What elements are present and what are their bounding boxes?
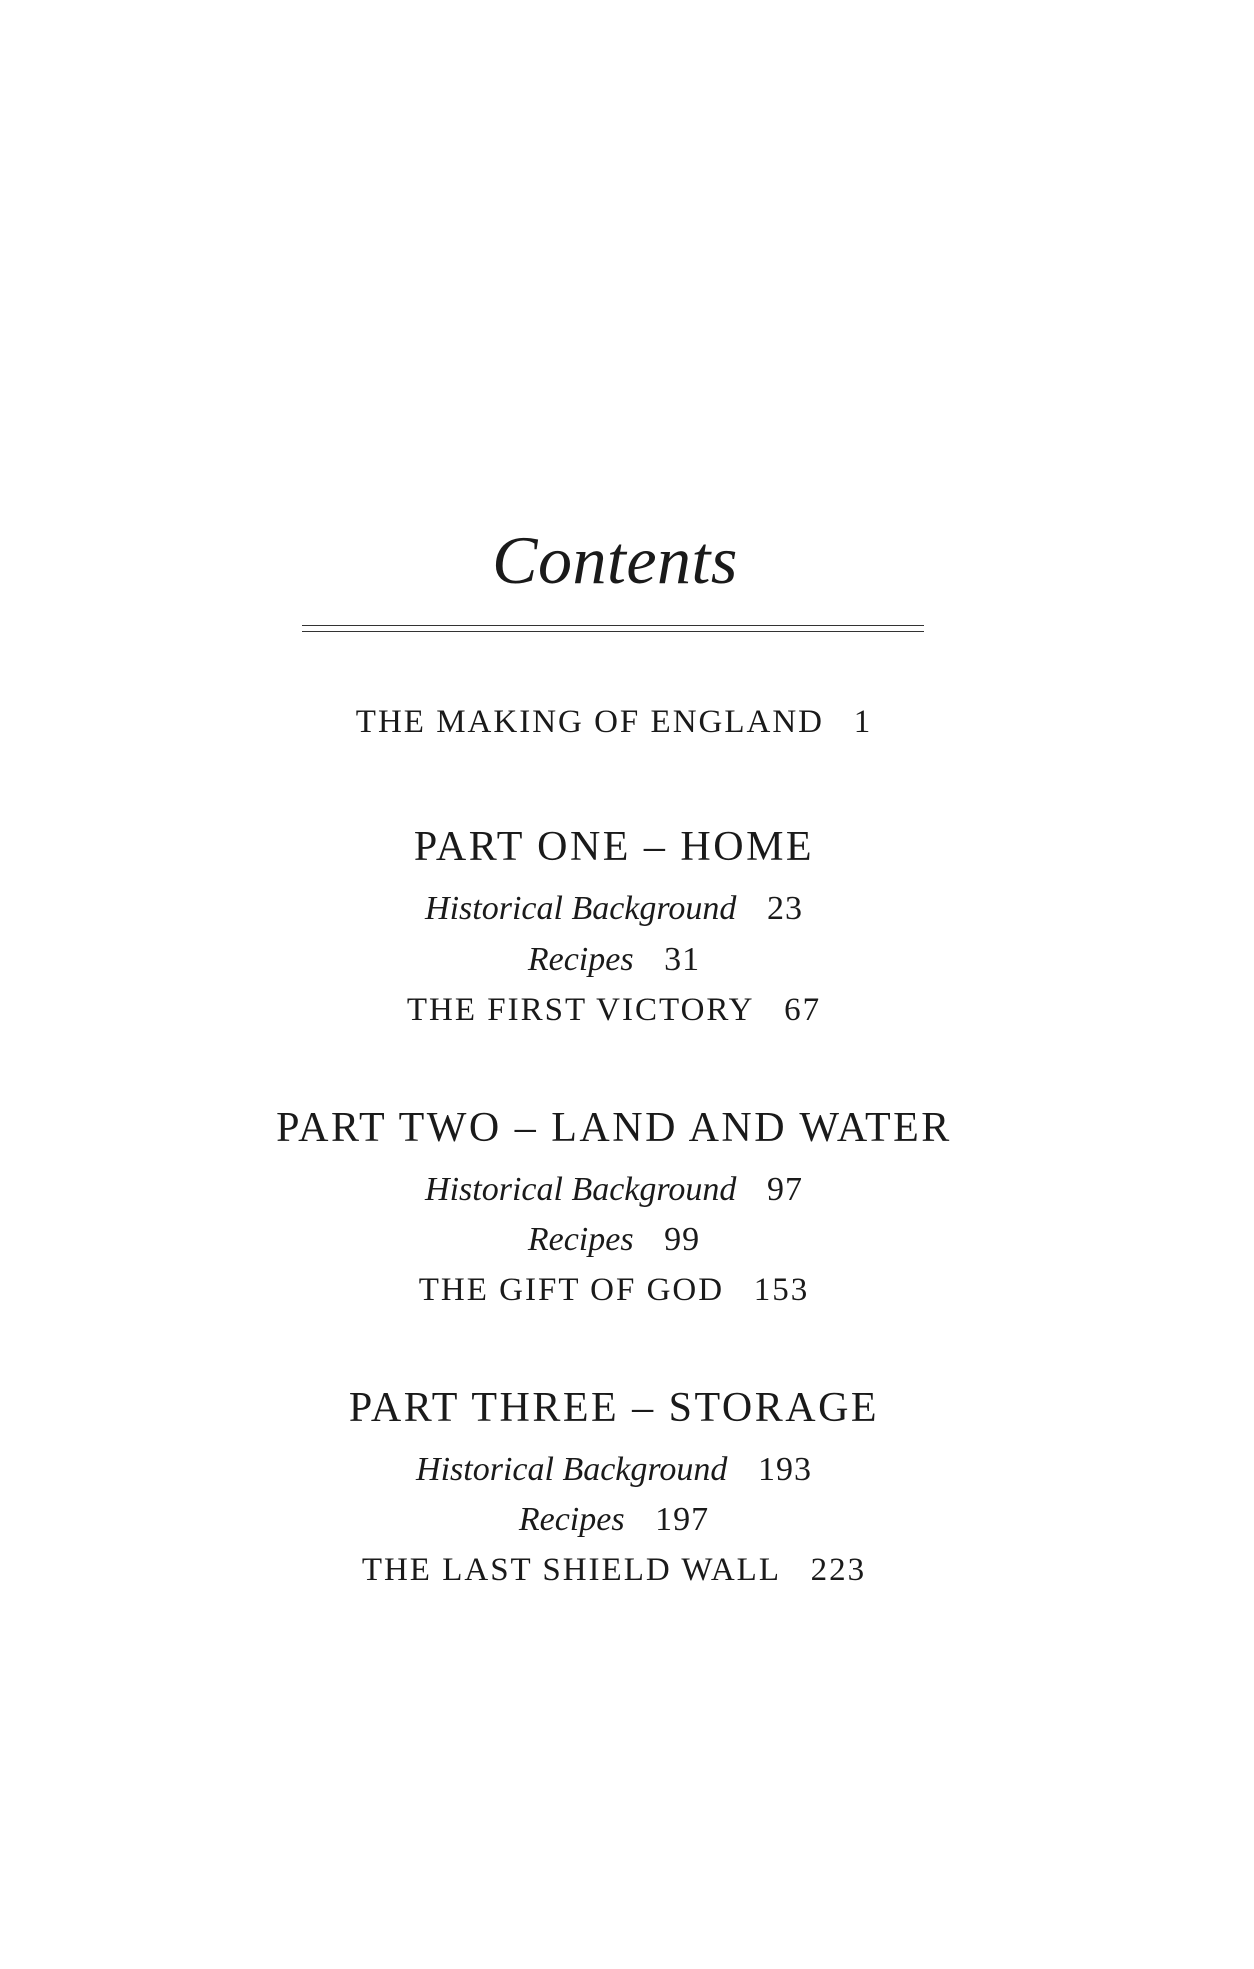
title-double-rule bbox=[302, 625, 924, 635]
toc-entry-label: Historical Background bbox=[416, 1451, 728, 1488]
toc-page-number: 97 bbox=[766, 1171, 803, 1208]
toc-entry-label: THE FIRST VICTORY bbox=[406, 992, 755, 1028]
toc-entry-label: THE MAKING OF ENGLAND bbox=[355, 704, 825, 740]
toc-page-number: 223 bbox=[810, 1552, 867, 1588]
toc-entry-intro[interactable] bbox=[0, 702, 1228, 742]
toc-entry-recipes[interactable] bbox=[0, 940, 1228, 980]
toc-entry-label: Historical Background bbox=[425, 890, 737, 927]
page-title: Contents bbox=[492, 522, 738, 598]
part-heading-three[interactable]: PART THREE – STORAGE bbox=[348, 1385, 880, 1431]
toc-entry-story[interactable] bbox=[0, 1270, 1228, 1310]
toc-page-number: 193 bbox=[757, 1451, 812, 1488]
toc-entry-background[interactable] bbox=[0, 1170, 1228, 1210]
toc-entry-story[interactable] bbox=[0, 990, 1228, 1030]
toc-page-number: 1 bbox=[853, 704, 873, 740]
toc-entry-label: Recipes bbox=[527, 941, 634, 978]
toc-entry-recipes[interactable] bbox=[0, 1500, 1228, 1540]
part-heading-two[interactable]: PART TWO – LAND AND WATER bbox=[276, 1105, 952, 1151]
toc-entry-story[interactable] bbox=[0, 1550, 1228, 1590]
toc-entry-label: Historical Background bbox=[425, 1171, 737, 1208]
toc-entry-label: THE GIFT OF GOD bbox=[418, 1272, 725, 1308]
toc-entry-background[interactable] bbox=[0, 1450, 1228, 1490]
toc-page-number: 99 bbox=[664, 1221, 701, 1258]
toc-page-number: 197 bbox=[655, 1501, 710, 1538]
toc-entry-label: THE LAST SHIELD WALL bbox=[361, 1552, 781, 1588]
toc-entry-label: Recipes bbox=[518, 1501, 625, 1538]
toc-page-number: 67 bbox=[784, 992, 822, 1028]
toc-entry-label: Recipes bbox=[527, 1221, 634, 1258]
toc-page-number: 23 bbox=[766, 890, 803, 927]
toc-page-number: 31 bbox=[664, 941, 701, 978]
part-heading-one[interactable]: PART ONE – HOME bbox=[413, 824, 815, 870]
toc-entry-background[interactable] bbox=[0, 889, 1228, 929]
rule-line-top bbox=[302, 625, 924, 626]
toc-page-number: 153 bbox=[753, 1272, 810, 1308]
rule-line-bottom bbox=[302, 631, 924, 632]
toc-entry-recipes[interactable] bbox=[0, 1220, 1228, 1260]
